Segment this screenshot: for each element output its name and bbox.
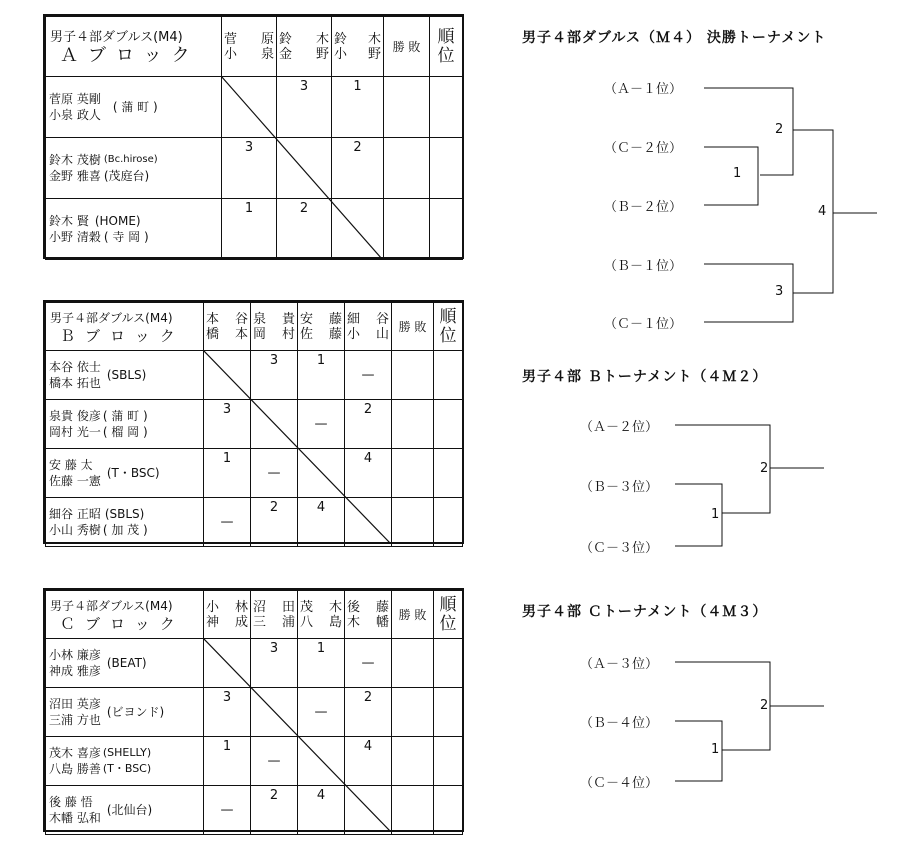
win-loss-cell bbox=[392, 351, 434, 400]
seed-label: （Ｂ－１位） bbox=[604, 259, 683, 274]
win-loss-cell bbox=[392, 498, 434, 547]
win-loss-header: 勝 敗 bbox=[392, 591, 434, 639]
column-header: 菅 原 小 泉 bbox=[222, 17, 277, 77]
column-header: 沼 田 三 浦 bbox=[251, 591, 298, 639]
block-c-table bbox=[43, 588, 464, 832]
column-header: 鈴 木 金 野 bbox=[277, 17, 332, 77]
score-cell: — bbox=[204, 786, 251, 835]
block-title: 男子４部ダブルス(M4) Ｂブロック bbox=[46, 303, 204, 351]
column-header: 鈴 木 小 野 bbox=[332, 17, 384, 77]
score-cell: — bbox=[345, 351, 392, 400]
final-bracket-title: 男子４部ダブルス（Ｍ４） 決勝トーナメント bbox=[522, 30, 827, 46]
score-cell: — bbox=[251, 449, 298, 498]
score-cell: 4 bbox=[298, 786, 345, 835]
rank-cell bbox=[434, 449, 463, 498]
score-cell: 1 bbox=[332, 77, 384, 138]
rank-cell bbox=[434, 737, 463, 786]
win-loss-cell bbox=[392, 786, 434, 835]
diagonal-line bbox=[203, 350, 391, 544]
player-pair: 沼田 英彦 三浦 方也 (ビヨンド) bbox=[46, 688, 204, 737]
block-a-table bbox=[43, 14, 464, 259]
score-cell: 3 bbox=[204, 400, 251, 449]
win-loss-header: 勝 敗 bbox=[392, 303, 434, 351]
match-number: 3 bbox=[775, 284, 784, 299]
seed-label: （Ａ－１位） bbox=[604, 82, 683, 97]
player-pair: 鈴木 賢 (HOME) 小野 清穀 ( 寺 岡 ) bbox=[46, 199, 222, 260]
match-number: 2 bbox=[775, 122, 784, 137]
player-pair: 泉貴 俊彦 ( 蒲 町 ) 岡村 光一 ( 榴 岡 ) bbox=[46, 400, 204, 449]
player-pair: 後 藤 悟 木幡 弘和 (北仙台) bbox=[46, 786, 204, 835]
block-title: 男子４部ダブルス(M4) Ｃブロック bbox=[46, 591, 204, 639]
match-number: 2 bbox=[760, 698, 769, 713]
win-loss-cell bbox=[384, 138, 430, 199]
score-cell: 3 bbox=[251, 351, 298, 400]
seed-label: （Ｃ－４位） bbox=[580, 776, 659, 791]
rank-header: 順 位 bbox=[434, 591, 463, 639]
win-loss-cell bbox=[384, 77, 430, 138]
score-cell: 4 bbox=[345, 737, 392, 786]
b-bracket-title: 男子４部 Ｂトーナメント（４Ｍ２） bbox=[522, 369, 768, 385]
column-header: 後 藤 木 幡 bbox=[345, 591, 392, 639]
seed-label: （Ａ－２位） bbox=[580, 420, 659, 435]
score-cell: 3 bbox=[251, 639, 298, 688]
seed-label: （Ｂ－３位） bbox=[580, 480, 659, 495]
seed-label: （Ａ－３位） bbox=[580, 657, 659, 672]
score-cell: — bbox=[204, 498, 251, 547]
score-cell: 2 bbox=[345, 688, 392, 737]
win-loss-cell bbox=[384, 199, 430, 260]
score-cell: 2 bbox=[251, 786, 298, 835]
rank-cell bbox=[434, 351, 463, 400]
column-header: 泉 貴 岡 村 bbox=[251, 303, 298, 351]
player-pair: 安 藤 太 佐藤 一憲 (T・BSC) bbox=[46, 449, 204, 498]
score-cell: — bbox=[251, 737, 298, 786]
column-header: 小 林 神 成 bbox=[204, 591, 251, 639]
win-loss-cell bbox=[392, 639, 434, 688]
score-cell: 4 bbox=[298, 498, 345, 547]
score-cell: 3 bbox=[277, 77, 332, 138]
win-loss-cell bbox=[392, 688, 434, 737]
score-cell: 2 bbox=[277, 199, 332, 260]
column-header: 細 谷 小 山 bbox=[345, 303, 392, 351]
match-number: 4 bbox=[818, 204, 827, 219]
score-cell: 3 bbox=[222, 138, 277, 199]
rank-header: 順 位 bbox=[430, 17, 463, 77]
score-cell: 1 bbox=[204, 449, 251, 498]
match-number: 1 bbox=[711, 507, 720, 522]
match-number: 1 bbox=[711, 742, 720, 757]
player-pair: 茂木 喜彦 (SHELLY) 八島 勝善 (T・BSC) bbox=[46, 737, 204, 786]
score-cell: 2 bbox=[332, 138, 384, 199]
player-pair: 鈴木 茂樹 (Bc.hirose) 金野 雅喜 (茂庭台) bbox=[46, 138, 222, 199]
match-number: 2 bbox=[760, 461, 769, 476]
player-pair: 菅原 英剛 小泉 政人 ( 蒲 町 ) bbox=[46, 77, 222, 138]
seed-label: （Ｂ－４位） bbox=[580, 716, 659, 731]
seed-label: （Ｃ－２位） bbox=[604, 141, 683, 156]
score-cell: 4 bbox=[345, 449, 392, 498]
diagonal-line bbox=[221, 76, 382, 259]
score-cell: — bbox=[298, 400, 345, 449]
rank-cell bbox=[434, 688, 463, 737]
block-b-table bbox=[43, 300, 464, 544]
win-loss-cell bbox=[392, 400, 434, 449]
block-title: 男子４部ダブルス(M4) Ａブロック bbox=[46, 17, 222, 77]
seed-label: （Ｃ－３位） bbox=[580, 541, 659, 556]
rank-cell bbox=[430, 138, 463, 199]
score-cell: 2 bbox=[251, 498, 298, 547]
column-header: 安 藤 佐 藤 bbox=[298, 303, 345, 351]
column-header: 茂 木 八 島 bbox=[298, 591, 345, 639]
player-pair: 本谷 依士 橋本 拓也 (SBLS) bbox=[46, 351, 204, 400]
match-number: 1 bbox=[733, 166, 742, 181]
player-pair: 小林 廉彦 神成 雅彦 (BEAT) bbox=[46, 639, 204, 688]
score-cell: 3 bbox=[204, 688, 251, 737]
score-cell: — bbox=[345, 639, 392, 688]
win-loss-header: 勝 敗 bbox=[384, 17, 430, 77]
score-cell: 2 bbox=[345, 400, 392, 449]
rank-cell bbox=[434, 400, 463, 449]
score-cell: 1 bbox=[222, 199, 277, 260]
score-cell: 1 bbox=[298, 639, 345, 688]
diagonal-line bbox=[203, 638, 391, 832]
player-pair: 細谷 正昭 (SBLS) 小山 秀樹 ( 加 茂 ) bbox=[46, 498, 204, 547]
rank-cell bbox=[430, 77, 463, 138]
rank-cell bbox=[434, 498, 463, 547]
column-header: 本 谷 橋 本 bbox=[204, 303, 251, 351]
score-cell: — bbox=[298, 688, 345, 737]
c-bracket-title: 男子４部 Ｃトーナメント（４Ｍ３） bbox=[522, 604, 768, 620]
win-loss-cell bbox=[392, 737, 434, 786]
rank-cell bbox=[430, 199, 463, 260]
rank-cell bbox=[434, 639, 463, 688]
score-cell: 1 bbox=[204, 737, 251, 786]
rank-header: 順 位 bbox=[434, 303, 463, 351]
seed-label: （Ｃ－１位） bbox=[604, 317, 683, 332]
rank-cell bbox=[434, 786, 463, 835]
seed-label: （Ｂ－２位） bbox=[604, 200, 683, 215]
win-loss-cell bbox=[392, 449, 434, 498]
score-cell: 1 bbox=[298, 351, 345, 400]
